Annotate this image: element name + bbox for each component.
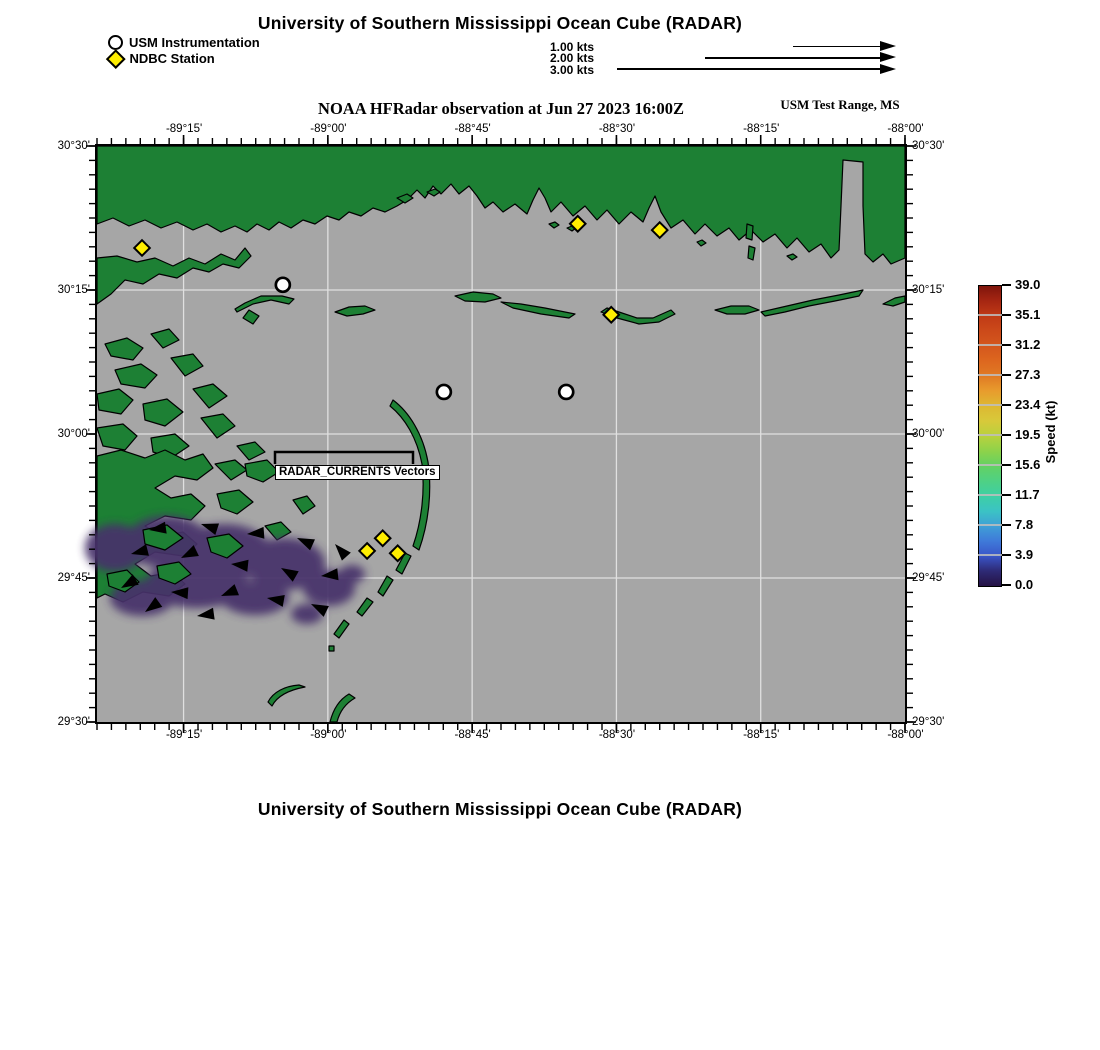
- lat-tick-label-left: 30°30': [57, 139, 90, 152]
- vector-scale-label: 2.00 kts: [550, 51, 595, 66]
- colorbar-gridline: [978, 314, 1003, 315]
- colorbar-tick: [1002, 404, 1011, 406]
- vector-scale-row: [550, 41, 896, 52]
- usm-instrumentation-marker: [559, 385, 573, 399]
- usm-instrumentation-marker: [276, 278, 290, 292]
- legend-item: [108, 35, 260, 51]
- colorbar-tick: [1002, 584, 1011, 586]
- lon-tick-label-bottom: -89°15': [165, 729, 203, 741]
- lon-tick-label-top: -88°00': [887, 123, 924, 135]
- colorbar-tick: [1002, 344, 1011, 346]
- colorbar-tick-label: 35.1: [1015, 307, 1041, 322]
- lat-tick-label-right: 29°30': [912, 715, 945, 728]
- colorbar-gridline: [978, 464, 1003, 465]
- vector-scale-label: 3.00 kts: [550, 62, 595, 77]
- lat-tick-label-right: 30°00': [912, 427, 945, 440]
- colorbar-tick-label: 11.7: [1015, 487, 1040, 502]
- colorbar-gridline: [978, 404, 1003, 405]
- lon-tick-label-top: -88°30': [598, 123, 636, 135]
- vector-scale-line: [793, 46, 881, 48]
- vector-scale-row: [550, 51, 896, 66]
- colorbar-tick-label: 3.9: [1015, 547, 1034, 562]
- usm-instrumentation-marker: [437, 385, 451, 399]
- vector-scale-arrowhead: [880, 41, 896, 51]
- footer-title: University of Southern Mississippi Ocean Cube (RADAR): [257, 799, 743, 819]
- legend-item: [108, 51, 260, 67]
- colorbar-tick: [1002, 434, 1011, 436]
- colorbar-gridline: [978, 374, 1003, 375]
- lon-tick-label-bottom: -89°00': [310, 729, 347, 741]
- colorbar-tick: [1002, 464, 1011, 466]
- vector-scale-arrowhead: [880, 52, 896, 62]
- lon-tick-label-top: -88°15': [743, 123, 780, 135]
- map-legend: [108, 35, 260, 66]
- lat-tick-label-left: 30°00': [57, 427, 90, 440]
- vector-scale-line: [617, 68, 881, 70]
- range-label: USM Test Range, MS: [780, 97, 900, 112]
- page-title: University of Southern Mississippi Ocean Cube (RADAR): [257, 13, 743, 33]
- vector-scale-line: [705, 57, 881, 59]
- lat-tick-label-right: 30°15': [912, 283, 945, 296]
- colorbar-gridline: [978, 494, 1003, 495]
- colorbar-tick-label: 15.6: [1015, 457, 1041, 472]
- colorbar-tick-label: 0.0: [1015, 577, 1034, 592]
- colorbar-tick-label: 39.0: [1015, 277, 1041, 292]
- lon-tick-label-top: -89°15': [165, 123, 203, 135]
- colorbar-tick-label: 19.5: [1015, 427, 1041, 442]
- lon-tick-label-bottom: -88°15': [743, 729, 780, 741]
- legend-item-label: USM Instrumentation: [129, 35, 260, 51]
- lon-tick-label-bottom: -88°30': [598, 729, 636, 741]
- colorbar: [978, 285, 1002, 587]
- lon-tick-label-bottom: -88°00': [887, 729, 924, 741]
- colorbar-tick: [1002, 314, 1011, 316]
- colorbar-tick: [1002, 494, 1011, 496]
- map-title: NOAA HFRadar observation at Jun 27 2023 16:00Z: [318, 99, 684, 118]
- colorbar-tick-label: 7.8: [1015, 517, 1034, 532]
- colorbar-axis-label: Speed (kt): [1043, 400, 1058, 464]
- vector-scale-label: 1.00 kts: [550, 40, 595, 54]
- lat-tick-label-right: 29°45': [912, 571, 945, 584]
- vector-scale-arrowhead: [880, 64, 896, 74]
- colorbar-tick-label: 31.2: [1015, 337, 1041, 352]
- lat-tick-label-left: 29°45': [57, 571, 90, 584]
- colorbar-gridline: [978, 524, 1003, 525]
- colorbar-gridline: [978, 554, 1003, 555]
- lat-tick-label-left: 29°30': [57, 715, 90, 728]
- colorbar-tick: [1002, 284, 1011, 286]
- lat-tick-label-left: 30°15': [57, 283, 90, 296]
- colorbar-tick-label: 23.4: [1015, 397, 1041, 412]
- vector-scale-row: [550, 64, 896, 75]
- lon-tick-label-bottom: -88°45': [454, 729, 491, 741]
- colorbar-gridline: [978, 344, 1003, 345]
- lon-tick-label-top: -88°45': [454, 123, 491, 135]
- map-plot: [95, 144, 907, 724]
- legend-item-label: NDBC Station: [129, 50, 215, 66]
- colorbar-tick: [1002, 374, 1011, 376]
- vector-coverage-label: RADAR_CURRENTS Vectors: [275, 465, 440, 480]
- diamond-marker-icon: [106, 49, 125, 68]
- map-canvas: [97, 146, 905, 722]
- colorbar-tick: [1002, 554, 1011, 556]
- vector-scale-legend: [550, 41, 896, 75]
- colorbar-tick-label: 27.3: [1015, 367, 1041, 382]
- lat-tick-label-right: 30°30': [912, 139, 945, 152]
- colorbar-gridline: [978, 434, 1003, 435]
- lon-tick-label-top: -89°00': [310, 123, 347, 135]
- colorbar-tick: [1002, 524, 1011, 526]
